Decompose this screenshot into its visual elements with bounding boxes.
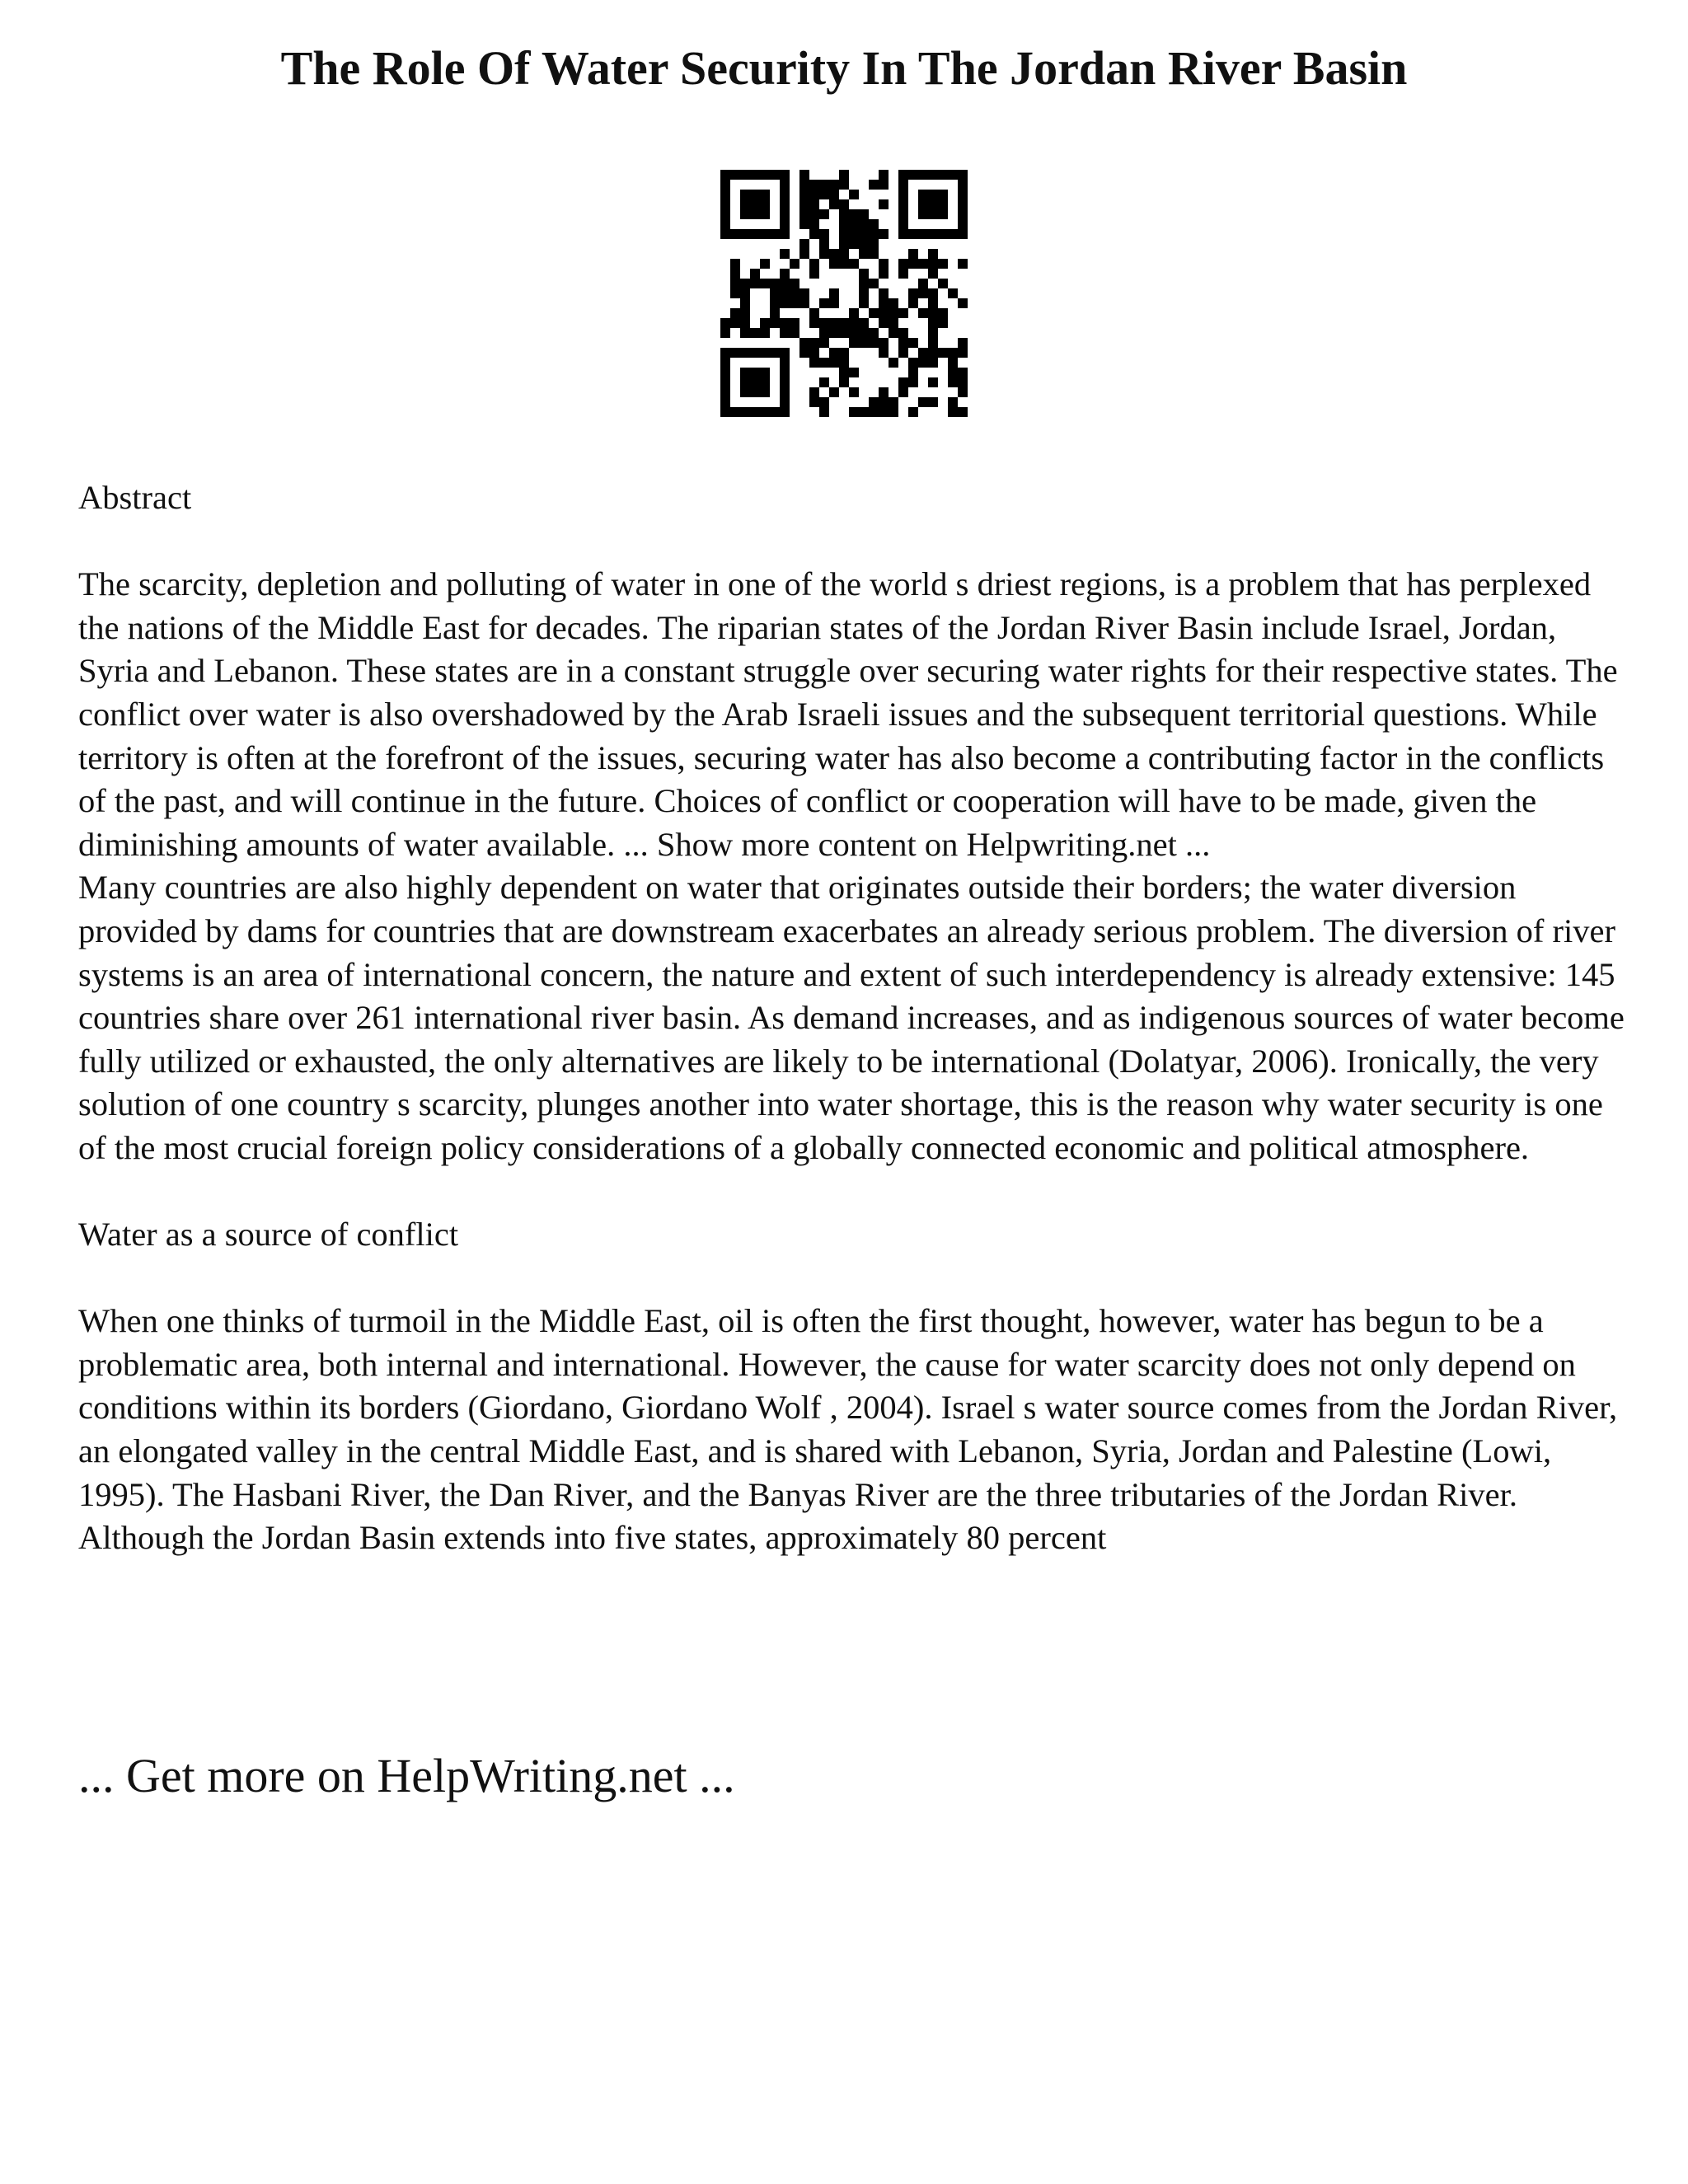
qr-code — [720, 170, 968, 417]
conflict-heading: Water as a source of conflict — [78, 1216, 459, 1254]
paragraph-gap — [78, 520, 1628, 564]
paragraph-gap — [78, 1257, 1628, 1301]
document-title: The Role Of Water Security In The Jordan River Basin — [280, 41, 1408, 95]
abstract-paragraph: The scarcity, depletion and polluting of water in one of the world s driest regions, is a problem that has perplexed the nations of the Middle East for decades. The riparian states of the Jordan River Basin include Israel, Jordan, Syria and Lebanon. These states are in a constant struggle over securing water rights for their respective states. The conflict over water is also overshadowed by the Arab Israeli issues and the subsequent territorial questions. While territory is often at the forefront of the issues, securing water has also become a contributing factor in the conflicts of the past, and will continue in the future. Choices of conflict or cooperation will have to be made, given the diminishing amounts of water available. ... Show more content on Helpwriting.net ... — [78, 565, 1618, 863]
document-body — [78, 476, 1628, 1560]
conflict-paragraph: When one thinks of turmoil in the Middle East, oil is often the first thought, however, water has begun to be a problematic area, both internal and international. However, the cause for water scarcity does not only depend on conditions within its borders (Giordano, Giordano Wolf , 2004). Israel s water source comes from the Jordan River, an elongated valley in the central Middle East, and is shared with Lebanon, Syria, Jordan and Palestine (Lowi, 1995). The Hasbani River, the Dan River, and the Banyas River are the three tributaries of the Jordan River. Although the Jordan Basin extends into five states, approximately 80 percent — [78, 1302, 1618, 1557]
second-paragraph: Many countries are also highly dependent on water that originates outside their borders; the water diversion provided by dams for countries that are downstream exacerbates an already serious problem. The diversion of river systems is an area of international concern, the nature and extent of such interdependency is already extensive: 145 countries share over 261 international river basin. As demand increases, and as indigenous sources of water become fully utilized or exhausted, the only alternatives are likely to be international (Dolatyar, 2006). Ironically, the very solution of one country s scarcity, plunges another into water shortage, this is the reason why water security is one of the most crucial foreign policy considerations of a globally connected economic and political atmosphere. — [78, 869, 1625, 1166]
qr-code-graphic — [720, 170, 968, 417]
get-more-link[interactable]: ... Get more on HelpWriting.net ... — [78, 1749, 735, 1802]
abstract-heading: Abstract — [78, 479, 192, 516]
paragraph-gap — [78, 1170, 1628, 1214]
